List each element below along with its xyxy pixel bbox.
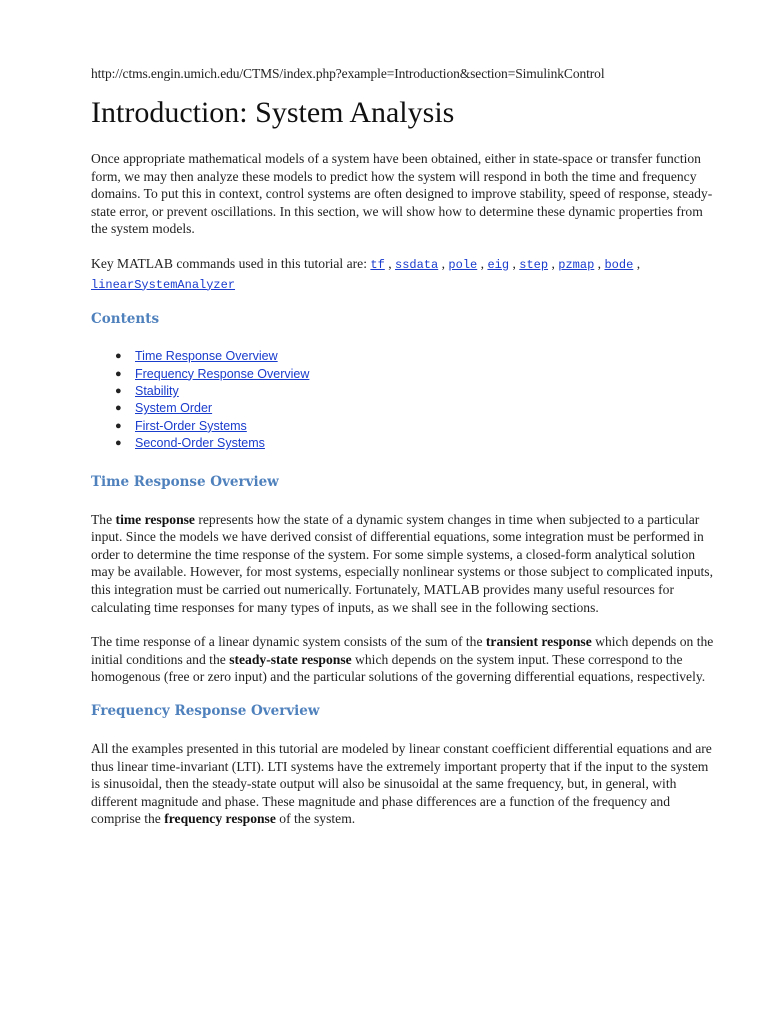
contents-item [115, 435, 720, 452]
contents-heading: Contents [91, 311, 160, 328]
contents-link-stability[interactable]: Stability [135, 383, 179, 398]
contents-item [115, 418, 720, 435]
bold-term: frequency response [164, 811, 276, 827]
key-commands-prefix: Key MATLAB commands used in this tutorial are: [91, 255, 371, 271]
text-segment: which depends on the initial conditions and the [91, 634, 714, 667]
text-segment: The time response of a linear dynamic system consists of the sum of the [91, 634, 486, 650]
time-response-paragraph-2 [91, 633, 720, 686]
command-link-pzmap[interactable]: pzmap [558, 257, 595, 272]
contents-item [115, 400, 720, 417]
frequency-response-paragraph-1 [91, 740, 720, 828]
contents-link-time-response[interactable]: Time Response Overview [135, 349, 278, 364]
bullet-icon: ● [115, 367, 122, 380]
bold-term: steady-state response [229, 651, 352, 667]
text-segment: represents how the state of a dynamic system changes in time when subjected to a particular input. Since the models we have derived consist of differential equations, some integration must be performed in order to determine the time response of the system. For some simple systems, a closed-form analytical solution may be available. However, for most systems, especially nonlinear systems or those subject to complicated inputs, this integration must be carried out numerically. Fortunately, MATLAB provides many useful resources for calculating time responses for many types of inputs, as we shall see in the following sections. [91, 511, 713, 615]
contents-item [115, 348, 720, 365]
contents-list [91, 348, 720, 452]
contents-link-system-order[interactable]: System Order [135, 401, 213, 416]
command-link-ssdata[interactable]: ssdata [395, 257, 439, 272]
bullet-icon: ● [115, 419, 122, 432]
contents-link-first-order[interactable]: First-Order Systems [135, 418, 247, 433]
contents-link-second-order[interactable]: Second-Order Systems [135, 436, 265, 451]
bullet-icon: ● [115, 350, 122, 363]
command-link-tf[interactable]: tf [370, 257, 385, 272]
frequency-response-heading: Frequency Response Overview [91, 702, 320, 719]
bold-term: time response [115, 511, 195, 527]
contents-item [115, 366, 720, 383]
command-link-step[interactable]: step [519, 257, 549, 272]
text-segment: which depends on the system input. These correspond to the homogenous (free or zero input) and the particular solutions of the governing differential equations, respectively. [91, 651, 706, 685]
command-link-pole[interactable]: pole [448, 257, 478, 272]
bullet-icon: ● [115, 384, 122, 397]
contents-item [115, 383, 720, 400]
time-response-paragraph-1 [91, 511, 720, 617]
command-link-eig[interactable]: eig [487, 257, 510, 272]
bullet-icon: ● [115, 437, 122, 450]
text-segment: The [91, 511, 116, 527]
page-title: Introduction: System Analysis [91, 96, 455, 129]
source-url: http://ctms.engin.umich.edu/CTMS/index.php?example=Introduction&section=SimulinkControl [91, 66, 605, 81]
command-link-bode[interactable]: bode [604, 257, 634, 272]
key-commands-paragraph: Key MATLAB commands used in this tutorial are: tf , ssdata , pole , eig , step , pzmap , bode , linearSystemAnalyzer [91, 255, 641, 292]
bullet-icon: ● [115, 402, 122, 415]
command-link-linearsystemanalyzer[interactable]: linearSystemAnalyzer [91, 277, 236, 292]
time-response-heading: Time Response Overview [91, 473, 279, 490]
text-segment: All the examples presented in this tutorial are modeled by linear constant coefficient differential equations and are thus linear time-invariant (LTI). LTI systems have the extremely important property that if the input to the system is sinusoidal, then the steady-state output will also be sinusoidal at the same frequency, but, in general, with different magnitude and phase. These magnitude and phase differences are a function of the frequency and comprise the [91, 740, 712, 827]
intro-paragraph: Once appropriate mathematical models of a system have been obtained, either in state-space or transfer function form, we may then analyze these models to predict how the system will respond in both the time and frequency domains. To put this in context, control systems are often designed to improve stability, speed of response, steady-state error, or prevent oscillations. In this section, we will show how to determine these dynamic properties from the system models. [91, 151, 713, 237]
text-segment: of the system. [275, 811, 356, 827]
contents-link-frequency-response[interactable]: Frequency Response Overview [135, 366, 310, 381]
bold-term: transient response [485, 634, 592, 650]
